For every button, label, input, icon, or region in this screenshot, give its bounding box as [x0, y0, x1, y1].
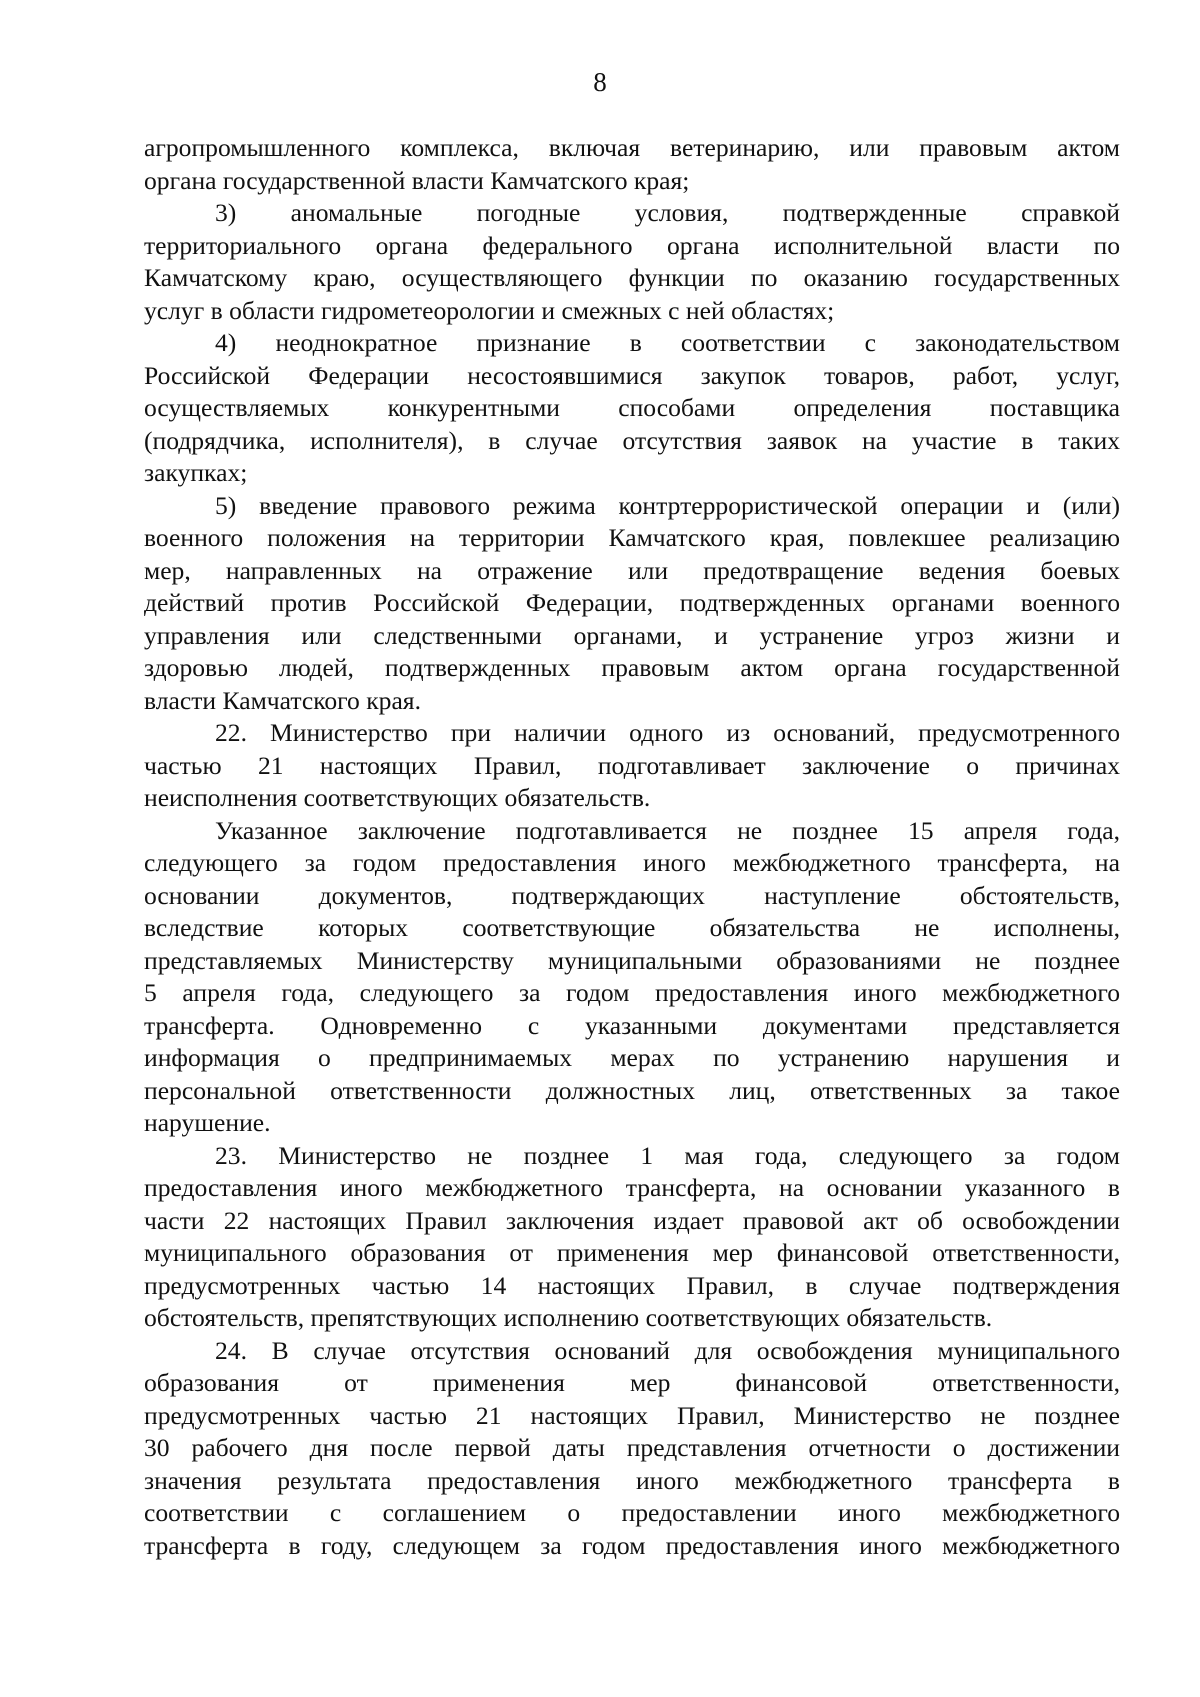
text-line: агропромышленного комплекса, включая ветеринарию, или правовым актом [144, 133, 1120, 162]
text-line: закупках; [144, 458, 248, 487]
text-line: предусмотренных частью 14 настоящих Правил, в случае подтверждения [144, 1270, 1120, 1300]
text-line: неисполнения соответствующих обязательств. [144, 783, 651, 812]
paragraph [144, 1140, 1120, 1335]
paragraph [144, 717, 1120, 815]
paragraph [144, 132, 1120, 197]
text-line: персональной ответственности должностных лиц, ответственных за такое [144, 1075, 1120, 1105]
document-body [144, 132, 1120, 1562]
text-line: части 22 настоящих Правил заключения издает правовой акт об освобождении [144, 1205, 1120, 1235]
text-line: 3) аномальные погодные условия, подтвержденные справкой [215, 198, 1120, 227]
text-line: предоставления иного межбюджетного трансферта, на основании указанного в [144, 1173, 1120, 1202]
text-line: 30 рабочего дня после первой даты представления отчетности о достижении [144, 1433, 1120, 1462]
text-line: нарушение. [144, 1108, 271, 1137]
text-line: мер, направленных на отражение или предотвращение ведения боевых [144, 555, 1120, 585]
text-line: органа государственной власти Камчатского края; [144, 165, 690, 195]
text-line: значения результата предоставления иного межбюджетного трансферта в [144, 1465, 1120, 1495]
text-line: услуг в области гидрометеорологии и смежных с ней областях; [144, 295, 835, 325]
text-line: соответствии с соглашением о предоставлении иного межбюджетного [144, 1498, 1120, 1527]
text-line: Камчатскому краю, осуществляющего функции по оказанию государственных [144, 263, 1120, 292]
paragraph [144, 1335, 1120, 1563]
text-line: осуществляемых конкурентными способами определения поставщика [144, 393, 1120, 422]
text-line: действий против Российской Федерации, подтвержденных органами военного [144, 588, 1120, 617]
text-line: власти Камчатского края. [144, 685, 421, 715]
text-line: Российской Федерации несостоявшимися закупок товаров, работ, услуг, [144, 360, 1120, 390]
text-line: 5 апреля года, следующего за годом предоставления иного межбюджетного [144, 978, 1120, 1007]
text-line: 23. Министерство не позднее 1 мая года, следующего за годом [215, 1140, 1120, 1170]
paragraph [144, 490, 1120, 718]
text-line: 5) введение правового режима контртеррористической операции и (или) [215, 490, 1120, 520]
text-line: следующего за годом предоставления иного межбюджетного трансферта, на [144, 848, 1120, 877]
text-line: представляемых Министерству муниципальными образованиями не позднее [144, 945, 1120, 975]
text-line: частью 21 настоящих Правил, подготавливает заключение о причинах [144, 750, 1120, 780]
text-line: управления или следственными органами, и устранение угроз жизни и [144, 620, 1120, 650]
paragraph [144, 327, 1120, 490]
text-line: вследствие которых соответствующие обязательства не исполнены, [144, 913, 1120, 942]
text-line: информация о предпринимаемых мерах по устранению нарушения и [144, 1043, 1120, 1072]
text-line: основании документов, подтверждающих наступление обстоятельств, [144, 880, 1120, 910]
page-number: 8 [593, 67, 607, 97]
text-line: муниципального образования от применения мер финансовой ответственности, [144, 1238, 1120, 1267]
text-line: 22. Министерство при наличии одного из оснований, предусмотренного [215, 718, 1120, 747]
text-line: военного положения на территории Камчатского края, повлекшее реализацию [144, 523, 1120, 552]
paragraph [144, 815, 1120, 1140]
text-line: образования от применения мер финансовой ответственности, [144, 1368, 1120, 1397]
text-line: территориального органа федерального органа исполнительной власти по [144, 230, 1120, 260]
text-line: трансферта. Одновременно с указанными документами представляется [144, 1010, 1120, 1040]
paragraph [144, 197, 1120, 327]
text-line: (подрядчика, исполнителя), в случае отсутствия заявок на участие в таких [144, 425, 1120, 455]
text-line: Указанное заключение подготавливается не позднее 15 апреля года, [215, 815, 1120, 845]
text-line: предусмотренных частью 21 настоящих Правил, Министерство не позднее [144, 1400, 1120, 1430]
text-line: трансферта в году, следующем за годом предоставления иного межбюджетного [144, 1530, 1120, 1560]
text-line: 4) неоднократное признание в соответствии с законодательством [215, 328, 1120, 357]
text-line: 24. В случае отсутствия оснований для освобождения муниципального [215, 1335, 1120, 1365]
text-line: здоровью людей, подтвержденных правовым актом органа государственной [144, 653, 1120, 682]
text-line: обстоятельств, препятствующих исполнению соответствующих обязательств. [144, 1303, 993, 1332]
